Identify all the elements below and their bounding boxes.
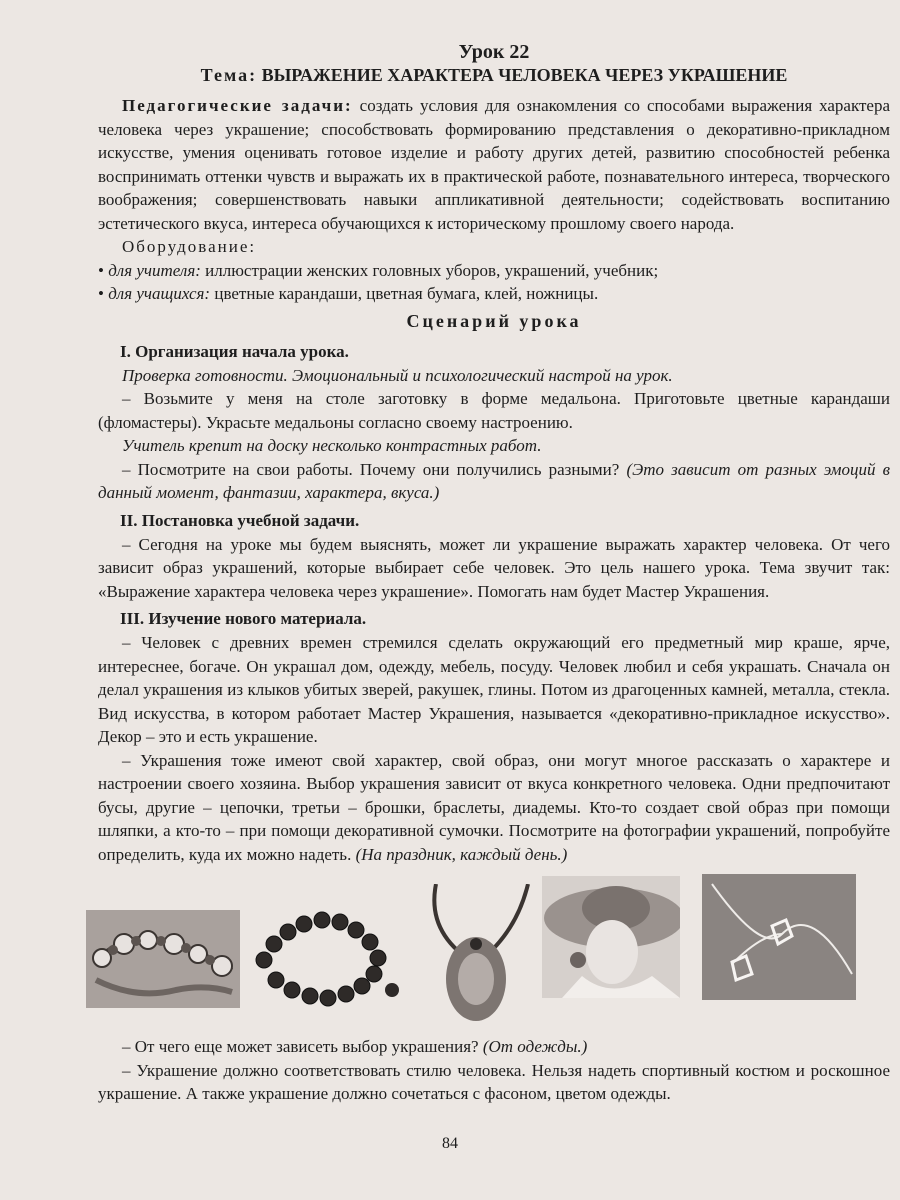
tasks-text: создать условия для ознакомления со способами выражения характера человека через украшение; способствовать формированию представления о декоративно-прикладном искусстве, умения оценивать готовое изделие и работу других детей, развитию способностей ребенка воспринимать оттенки чувств и выражать их в практической работе, познавательного интереса, творческого воображения; совершенствовать навыки аппликативной деятельности; содействовать воспитанию эстетического вкуса, интереса обучающихся к историческому прошлому своего народа. [98,96,890,233]
lesson-theme [98,64,890,86]
section-3-para-2 [98,749,890,867]
theme-label: Тема: [200,65,258,85]
bracelet-photo [86,910,240,1008]
section-3-para-3 [98,1035,890,1059]
students-label: для учащихся: [108,284,211,303]
teacher-text: иллюстрации женских головных уборов, украшений, учебник; [205,260,659,280]
section-3-para-3-text: – От чего еще может зависеть выбор украшения? [122,1037,479,1056]
jewelry-photos [86,872,886,1030]
woman-in-hat-photo [542,876,680,998]
section-3-para-3-answer: (От одежды.) [482,1037,588,1056]
section-3-para-2-text: – Украшения тоже имеют свой характер, свой образ, они могут многое рассказать о характере и настроении своего хозяина. Выбор украшения зависит от вкуса конкретного человека. Одни предпочитают бусы, другие – цепочки, третьи – брошки, браслеты, диадемы. Кто-то создает свой образ при помощи шляпки, а кто-то – при помощи декоративной сумочки. Посмотрите на фотографии украшений, попробуйте определить, куда их можно надеть. [98,750,890,864]
teacher-label: для учителя: [108,260,201,280]
equipment-students: • для учащихся: цветные карандаши, цветная бумага, клей, ножницы. [98,284,599,303]
content [98,40,890,866]
section-1-line-1: Проверка готовности. Эмоциональный и психологический настрой на урок. [122,365,673,385]
section-3-title: III. Изучение нового материала. [120,609,367,628]
students-text: цветные карандаши, цветная бумага, клей, ножницы. [214,284,599,303]
section-1-line-3: Учитель крепит на доску несколько контрастных работ. [122,436,542,455]
equipment-teacher: • для учителя: иллюстрации женских головных уборов, украшений, учебник; [98,260,659,280]
section-1-line-2: – Возьмите у меня на столе заготовку в форме медальона. Приготовьте цветные карандаши (фломастеры). Украсьте медальоны согласно своему настроению. [98,389,890,432]
section-1-question: – Посмотрите на свои работы. Почему они получились разными? [122,459,620,479]
section-3-para-1: – Человек с древних времен стремился сделать окружающий его предметный мир краше, ярче, интереснее, богаче. Он украшал дом, одежду, мебель, посуду. Человек любил и себя украшать. Сначала он делал украшения из клыков убитых зверей, ракушек, глины. Потом из драгоценных камней, металла, стекла. Вид искусства, в котором работает Мастер Украшения, называется «декоративно-прикладное искусство». Декор – это и есть украшение. [98,633,890,746]
lesson-number: Урок 22 [458,41,530,63]
theme-title: ВЫРАЖЕНИЕ ХАРАКТЕРА ЧЕЛОВЕКА ЧЕРЕЗ УКРАШЕНИЕ [261,65,788,85]
section-3-para-4: – Украшение должно соответствовать стилю человека. Нельзя надеть спортивный костюм и роскошное украшение. А также украшение должно сочетаться с фасоном, цветом одежды. [98,1060,890,1103]
pedagogical-tasks [98,94,890,235]
section-1-title: I. Организация начала урока. [120,341,349,361]
section-1-answer: (Это зависит от разных эмоций в данный момент, фантазии, характера, вкуса.) [98,459,890,502]
section-2-text: – Сегодня на уроке мы будем выяснять, может ли украшение выражать характер человека. От чего зависит образ украшений, которые выбирает себе человек. Это цель нашего урока. Тема звучит так: «Выражение характера человека через украшение». Помогать нам будет Мастер Украшения. [98,534,890,601]
section-3-para-2-answer: (На праздник, каждый день.) [355,844,568,864]
chain-pendant-photo [702,874,856,1000]
equipment-heading [98,235,890,259]
scenario-title: Сценарий урока [406,310,582,331]
pendant-necklace-photo [416,884,534,1029]
equipment-label: Оборудование: [122,237,257,256]
page-number: 84 [442,1135,458,1152]
tasks-label: Педагогические задачи: [122,96,353,115]
section-1-line-4 [98,458,890,505]
section-2-title: II. Постановка учебной задачи. [120,510,360,530]
content-bottom [98,1035,890,1106]
beads-photo [244,900,404,1012]
